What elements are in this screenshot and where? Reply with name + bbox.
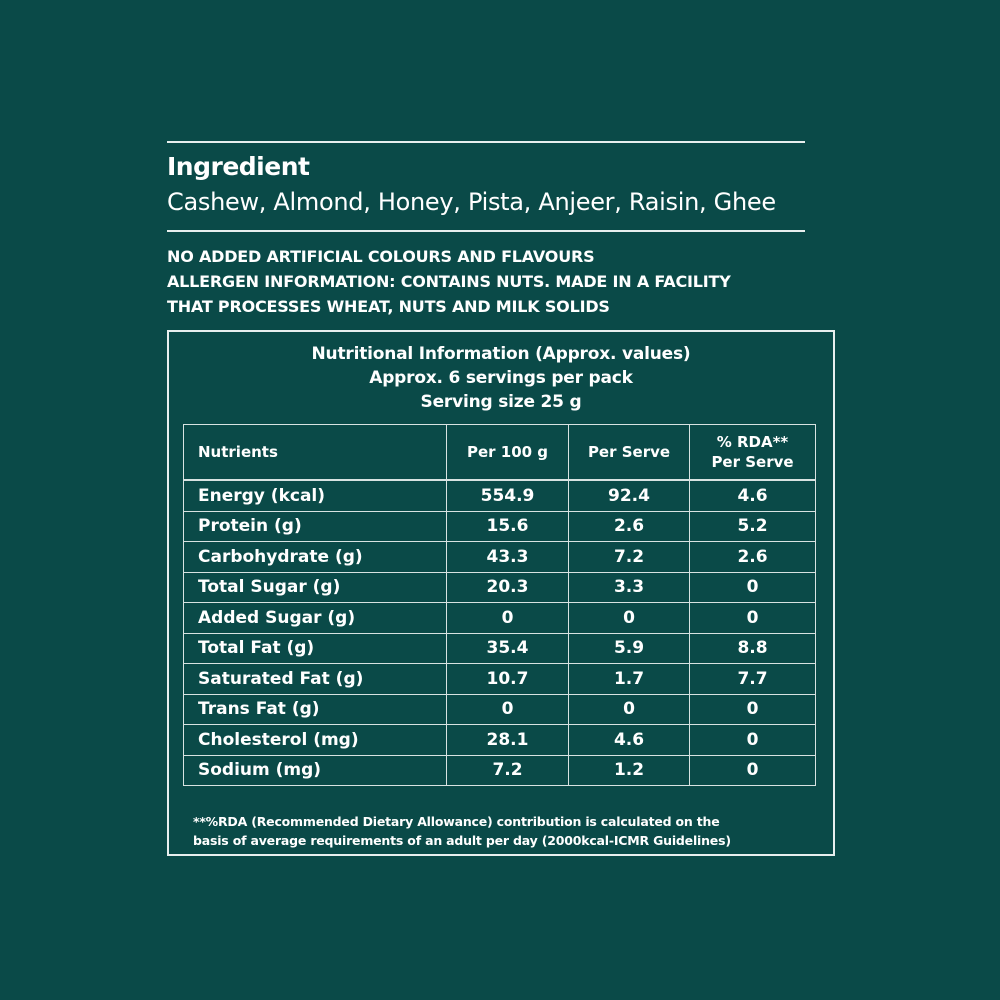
- nutrition-table: [183, 424, 816, 786]
- per-serve-value: 1.7: [569, 664, 690, 695]
- nutrient-name: Cholesterol (mg): [184, 725, 447, 756]
- per-100g-value: 10.7: [447, 664, 569, 695]
- rda-header-line: Per Serve: [711, 453, 794, 471]
- nutrient-name: Trans Fat (g): [184, 694, 447, 725]
- ingredient-list: Cashew, Almond, Honey, Pista, Anjeer, Raisin, Ghee: [167, 188, 776, 216]
- footnote-line: basis of average requirements of an adult per day (2000kcal-ICMR Guidelines): [193, 833, 731, 848]
- rda-footnote: [193, 812, 813, 850]
- nutrient-name: Protein (g): [184, 511, 447, 542]
- rda-value: 5.2: [690, 511, 816, 542]
- col-header-per-serve: Per Serve: [569, 425, 690, 481]
- nutrient-name: Added Sugar (g): [184, 603, 447, 634]
- per-100g-value: 20.3: [447, 572, 569, 603]
- per-serve-value: 3.3: [569, 572, 690, 603]
- per-100g-value: 554.9: [447, 480, 569, 511]
- table-row: [184, 480, 816, 511]
- nutrient-name: Total Sugar (g): [184, 572, 447, 603]
- per-serve-value: 5.9: [569, 633, 690, 664]
- per-100g-value: 0: [447, 603, 569, 634]
- table-row: [184, 725, 816, 756]
- per-serve-value: 2.6: [569, 511, 690, 542]
- per-serve-value: 1.2: [569, 755, 690, 786]
- rda-header-line: % RDA**: [716, 433, 789, 451]
- footnote-line: **%RDA (Recommended Dietary Allowance) contribution is calculated on the: [193, 814, 720, 829]
- middle-divider: [167, 230, 805, 232]
- table-row: [184, 694, 816, 725]
- table-row: [184, 603, 816, 634]
- ingredient-title: Ingredient: [167, 152, 310, 181]
- per-100g-value: 35.4: [447, 633, 569, 664]
- rda-value: 0: [690, 603, 816, 634]
- table-body: [184, 480, 816, 786]
- col-header-per-100g: Per 100 g: [447, 425, 569, 481]
- per-100g-value: 7.2: [447, 755, 569, 786]
- rda-value: 7.7: [690, 664, 816, 695]
- servings-per-pack: Approx. 6 servings per pack: [369, 368, 633, 388]
- notice-line: THAT PROCESSES WHEAT, NUTS AND MILK SOLIDS: [167, 297, 610, 316]
- rda-value: 0: [690, 694, 816, 725]
- nutrient-name: Saturated Fat (g): [184, 664, 447, 695]
- per-serve-value: 4.6: [569, 725, 690, 756]
- rda-value: 0: [690, 572, 816, 603]
- table-row: [184, 511, 816, 542]
- rda-value: 4.6: [690, 480, 816, 511]
- table-header-row: [184, 425, 816, 481]
- col-header-rda: [690, 425, 816, 481]
- per-100g-value: 43.3: [447, 542, 569, 573]
- notice-line: ALLERGEN INFORMATION: CONTAINS NUTS. MADE IN A FACILITY: [167, 272, 731, 291]
- notice-line: NO ADDED ARTIFICIAL COLOURS AND FLAVOURS: [167, 247, 595, 266]
- table-row: [184, 542, 816, 573]
- per-100g-value: 15.6: [447, 511, 569, 542]
- per-serve-value: 0: [569, 694, 690, 725]
- per-serve-value: 7.2: [569, 542, 690, 573]
- nutrient-name: Carbohydrate (g): [184, 542, 447, 573]
- table-row: [184, 664, 816, 695]
- table-row: [184, 572, 816, 603]
- per-serve-value: 92.4: [569, 480, 690, 511]
- nutrient-name: Energy (kcal): [184, 480, 447, 511]
- rda-value: 0: [690, 755, 816, 786]
- per-serve-value: 0: [569, 603, 690, 634]
- rda-value: 2.6: [690, 542, 816, 573]
- col-header-nutrients: Nutrients: [184, 425, 447, 481]
- nutrient-name: Sodium (mg): [184, 755, 447, 786]
- rda-value: 0: [690, 725, 816, 756]
- per-100g-value: 28.1: [447, 725, 569, 756]
- rda-value: 8.8: [690, 633, 816, 664]
- per-100g-value: 0: [447, 694, 569, 725]
- nutrition-panel: [167, 330, 835, 856]
- serving-size: Serving size 25 g: [420, 392, 582, 412]
- top-divider: [167, 141, 805, 143]
- nutrition-heading: [169, 342, 833, 414]
- nutrient-name: Total Fat (g): [184, 633, 447, 664]
- table-row: [184, 633, 816, 664]
- nutrition-title: Nutritional Information (Approx. values): [311, 344, 691, 364]
- allergen-notice: [167, 244, 731, 319]
- table-row: [184, 755, 816, 786]
